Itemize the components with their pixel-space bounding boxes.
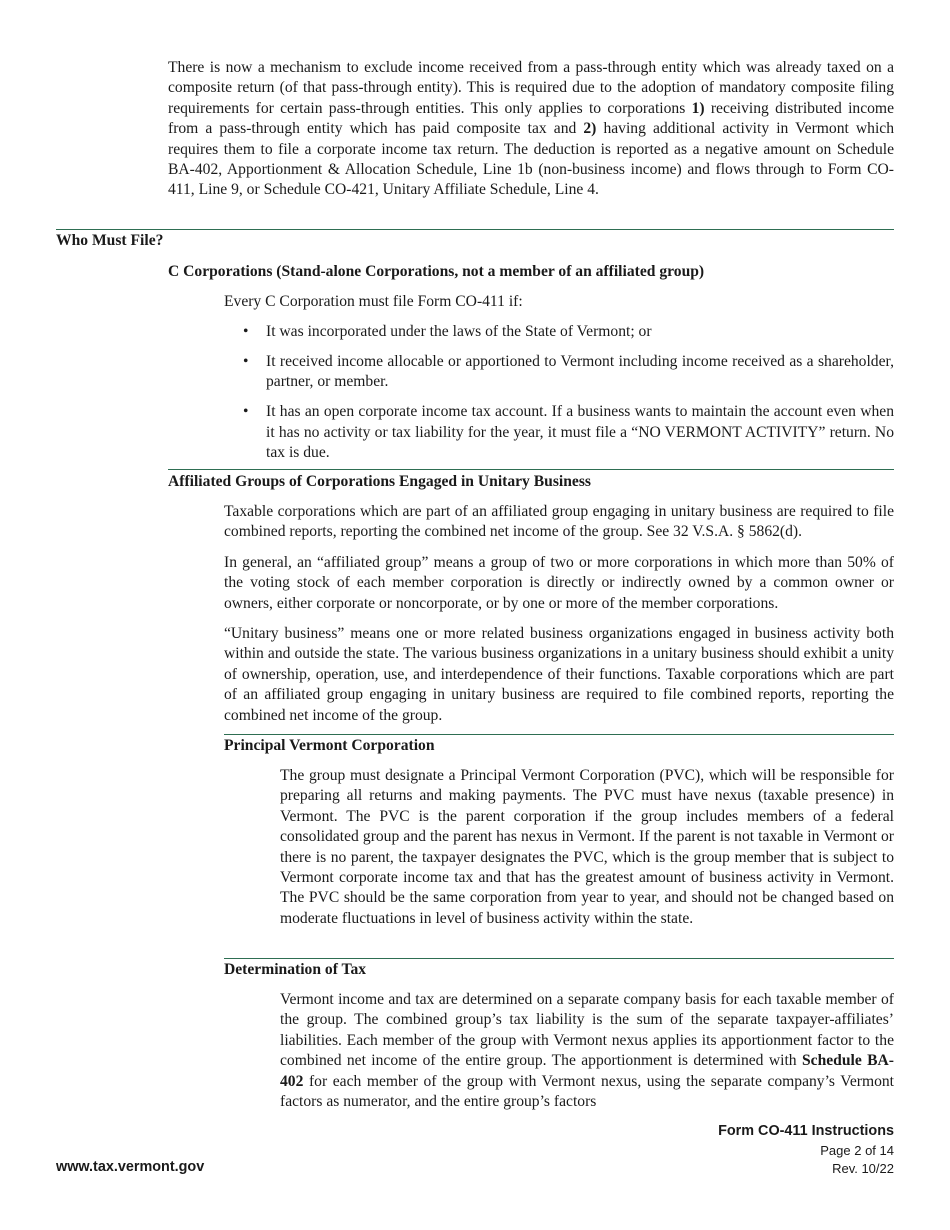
bullet-icon: • bbox=[243, 323, 249, 340]
pvc-heading: Principal Vermont Corporation bbox=[224, 737, 435, 754]
pvc-paragraph: The group must designate a Principal Vermont Corporation (PVC), which will be responsible for preparing all returns and making payments. The PVC must have nexus (taxable presence) in Vermont. The PVC is the parent corporation if the group includes members of a federal consolidated group and the parent has nexus in Vermont. If the parent is not taxable in Vermont or there is no parent, the taxpayer designates the PVC, which is the group member that is subject to Vermont corporate income tax and that has the greatest amount of business activity in Vermont. The PVC should be the same corporation from year to year, and should not be changed based on moderate fluctuations in level of business activity within the state. bbox=[280, 767, 894, 927]
bullet-icon: • bbox=[243, 353, 249, 370]
intro-num-1: 1) bbox=[691, 99, 705, 117]
bullet-icon: • bbox=[243, 403, 249, 421]
affiliated-paragraph-3: “Unitary business” means one or more related business organizations engaged in business activity both within and outside the state. The various business organizations in a unitary business should exhibit a unity of ownership, operation, use, and interdependence of their functions. Taxable corporations which are part of an affiliated group engaging in unitary business are required to file combined reports, reporting the combined net income of the group. bbox=[224, 625, 894, 724]
who-must-file-heading: Who Must File? bbox=[56, 232, 164, 249]
c-corp-requirements-list bbox=[224, 322, 894, 473]
affiliated-paragraph-1: Taxable corporations which are part of an affiliated group engaging in unitary business are required to file combined reports, reporting the combined net income of the group. See 32 V.S.A. § 5862(d). bbox=[224, 503, 894, 541]
tax-paragraph: Vermont income and tax are determined on a separate company basis for each taxable member of the group. The combined group’s tax liability is the sum of the separate taxpayer-affiliates’ liabilities. Each member of the group with Vermont nexus applies its apportionment factor to the combined net income of the entire group. The apportionment is determined with Schedule BA-402 for each member of the group with Vermont nexus, using the separate company’s Vermont factors as numerator, and the entire group’s factors bbox=[280, 991, 894, 1111]
section-divider bbox=[224, 734, 894, 735]
schedule-ba-402-ref: Schedule BA-402 bbox=[280, 1052, 894, 1090]
list-item: • It has an open corporate income tax account. If a business wants to maintain the account even when it has no activity or tax liability for the year, it must file a “NO VERMONT ACTIVITY” return. No tax is due. bbox=[243, 403, 894, 462]
c-corp-heading: C Corporations (Stand-alone Corporations, not a member of an affiliated group) bbox=[168, 263, 705, 280]
tax-heading: Determination of Tax bbox=[224, 961, 367, 978]
footer-revision: Rev. 10/22 bbox=[832, 1161, 894, 1176]
footer-website: www.tax.vermont.gov bbox=[56, 1159, 205, 1175]
footer-page-number: Page 2 of 14 bbox=[820, 1143, 894, 1158]
section-divider bbox=[168, 469, 894, 470]
footer-form-title: Form CO-411 Instructions bbox=[718, 1123, 894, 1139]
section-divider bbox=[224, 958, 894, 959]
list-item: • It was incorporated under the laws of the State of Vermont; or bbox=[224, 322, 894, 342]
c-corp-lead: Every C Corporation must file Form CO-411 if: bbox=[224, 293, 523, 310]
intro-num-2: 2) bbox=[583, 120, 597, 138]
intro-paragraph: There is now a mechanism to exclude income received from a pass-through entity which was already taxed on a composite return (of that pass-through entity). This is required due to the adoption of mandatory composite filing requirements for certain pass-through entities. This only applies to corporations 1) receiving distributed income from a pass-through entity which has paid composite tax and 2) having additional activity in Vermont which requires them to file a corporate income tax return. The deduction is reported as a negative amount on Schedule BA-402, Apportionment & Allocation Schedule, Line 1b (non-business income) and flows through to Form CO-411, Line 9, or Schedule CO-421, Unitary Affiliate Schedule, Line 4. bbox=[168, 59, 894, 199]
affiliated-groups-heading: Affiliated Groups of Corporations Engaged in Unitary Business bbox=[168, 473, 591, 490]
list-item: • It received income allocable or apportioned to Vermont including income received as a shareholder, partner, or member. bbox=[243, 353, 894, 391]
affiliated-paragraph-2: In general, an “affiliated group” means a group of two or more corporations in which more than 50% of the voting stock of each member corporation is directly or indirectly owned by a common owner or owners, either corporate or noncorporate, or by one or more of the member corporations. bbox=[224, 554, 894, 612]
section-divider bbox=[56, 229, 894, 230]
